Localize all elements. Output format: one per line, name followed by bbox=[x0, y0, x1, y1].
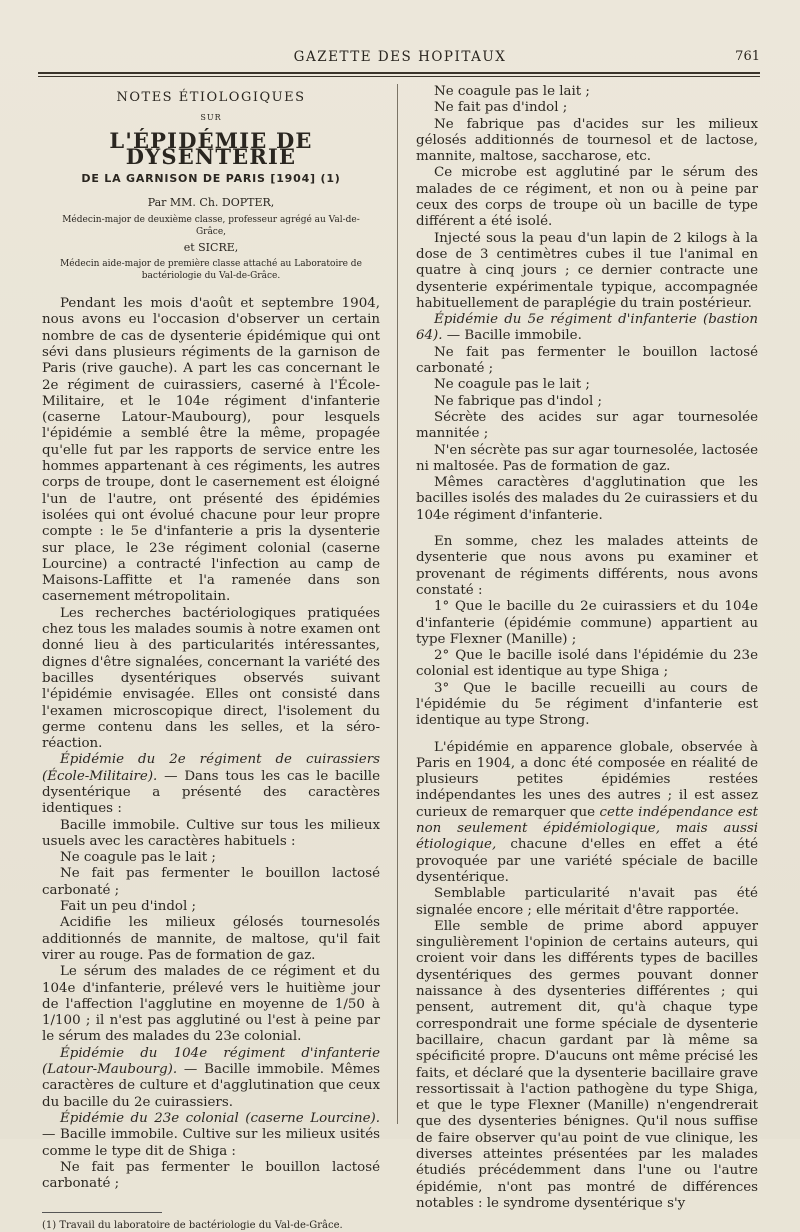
paragraph: Mêmes caractères d'agglutination que les bacilles isolés des malades du 2e cuirassiers et du 104e régiment d'infanterie. bbox=[416, 475, 758, 523]
article-sur: SUR bbox=[200, 113, 222, 123]
paragraph: Semblable particularité n'avait pas été signalée encore ; elle méritait d'être rapportée. bbox=[416, 886, 758, 918]
section-paragraph bbox=[42, 1111, 380, 1160]
paragraph: Ne fabrique pas d'acides sur les milieux gélosés additionnés de tournesol et de lactose, mannite, maltose, saccharose, etc. bbox=[416, 116, 758, 165]
paragraph: Ne coagule pas le lait ; bbox=[60, 850, 216, 866]
paragraph: Ne fait pas fermenter le bouillon lactosé carbonaté ; bbox=[416, 344, 758, 377]
right-column bbox=[416, 84, 758, 1212]
page-number: 761 bbox=[735, 49, 760, 64]
article-title: L'ÉPIDÉMIE DE DYSENTERIE bbox=[109, 127, 313, 169]
running-head bbox=[40, 47, 760, 69]
section-title: Épidémie du 104e régiment d'infanterie (Latour-Maubourg). bbox=[42, 1045, 380, 1078]
paragraph: Acidifie les milieux gélosés tournesolés additionnés de mannite, de maltose, qu'il fait virer au rouge. Pas de formation de gaz. bbox=[42, 915, 380, 963]
paragraph: En somme, chez les malades atteints de dysenterie que nous avons pu examiner et provenant de régiments différents, nous avons constaté : bbox=[416, 534, 758, 598]
section-text: — Bacille immobile. bbox=[442, 328, 582, 344]
paragraph: Injecté sous la peau d'un lapin de 2 kilogs à la dose de 3 centimètres cubes il tue l'animal en quatre à cinq jours ; ce dernier contracte une dysenterie expérimentale typique, accompagnée habituellement de paraplégie du train postérieur. bbox=[416, 230, 758, 311]
paragraph: 3° Que le bacille recueilli au cours de l'épidémie du 5e régiment d'infanterie est identique au type Strong. bbox=[416, 680, 758, 729]
section-text: — Dans tous les cas le bacille dysentérique a présenté des caractères identiques : bbox=[42, 768, 380, 817]
section-text: — Bacille immobile. Cultive sur les milieux usités comme le type dit de Shiga : bbox=[42, 1127, 380, 1159]
paragraph: Ne fait pas fermenter le bouillon lactosé carbonaté ; bbox=[42, 1159, 380, 1192]
paragraph: Elle semble de prime abord appuyer singulièrement l'opinion de certains auteurs, qui croient voir dans les différents types de bacilles dysentériques des germes pouvant donner naissance à des dysenteries différentes ; qui pensent, autrement dit, qu'à chaque type correspondrait une forme spéciale de dysenterie bacillaire, chacun gardant par là même sa spécificité propre. D'aucuns ont même précisé les faits, et déclaré que la dysenterie bacillaire grave ressortissait à l'action pathogène du type Shiga, et que le type Flexner (Manille) n'engendrerait que des dysenteries bénignes. Qu'il nous suffise de faire observer qu'au point de vue clinique, les diverses atteintes présentées par les malades étudiés précédemment dans l'une ou l'autre épidémie, n'ont pas montré de différences notables : le syndrome dysentérique s'y bbox=[416, 918, 758, 1211]
text-run: chacune d'elles en effet a été provoquée par une variété spéciale de bacille dysentérique. bbox=[416, 837, 758, 885]
paragraph bbox=[416, 740, 758, 887]
header-rule bbox=[38, 72, 760, 77]
paragraph: Bacille immobile. Cultive sur tous les milieux usuels avec les caractères habituels : bbox=[42, 817, 380, 849]
paragraph: Fait un peu d'indol ; bbox=[60, 899, 197, 915]
paragraph: 2° Que le bacille isolé dans l'épidémie du 23e colonial est identique au type Shiga ; bbox=[416, 648, 758, 680]
paragraph: Les recherches bactériologiques pratiquées chez tous les malades soumis à notre examen ont donné lieu à des particularités intéressantes, dignes d'être signalées, concernant la variété des bacilles dysentériques observés suivant l'épidémie envisagée. Elles ont consisté dans l'examen microscopique direct, l'isolement du germe contenu dans les selles, et la séro-réaction. bbox=[42, 605, 380, 752]
paragraph: Pendant les mois d'août et septembre 1904, nous avons eu l'occasion d'observer un certain nombre de cas de dysenterie épidémique qui ont sévi dans plusieurs régiments de la garnison de Paris (rive gauche). A part les cas concernant le 2e régiment de cuirassiers, caserné à l'École-Militaire, et le 104e régiment d'infanterie (caserne Latour-Maubourg), pour lesquels l'épidémie a semblé être la même, propagée qu'elle fut par les rapports de service entre les hommes appartenant à ces régiments, les autres corps de troupe, dont le casernement est éloigné l'un de l'autre, ont présenté des épidémies isolées qui ont évolué chacune pour leur propre compte : le 5e d'infanterie a pris la dysenterie sur place, le 23e régiment colonial (caserne Lourcine) a contracté l'infection au camp de Maisons-Laffitte et l'a ramenée dans son casernement métropolitain. bbox=[42, 296, 380, 605]
section-title: Épidémie du 5e régiment d'infanterie (bastion 64). bbox=[416, 312, 758, 344]
author-2: et SICRE, bbox=[183, 240, 239, 254]
section-title: Épidémie du 2e régiment de cuirassiers (École-Militaire). bbox=[42, 752, 380, 784]
paragraph: Sécrète des acides sur agar tournesolée mannitée ; bbox=[416, 409, 758, 442]
paragraph: N'en sécrète pas sur agar tournesolée, lactosée ni maltosée. Pas de formation de gaz. bbox=[416, 442, 758, 474]
left-column bbox=[42, 84, 380, 1232]
paragraph: Ne fabrique pas d'indol ; bbox=[434, 393, 602, 409]
section-paragraph bbox=[42, 752, 380, 817]
author-1: Par MM. Ch. DOPTER, bbox=[147, 196, 275, 210]
paragraph: 1° Que le bacille du 2e cuirassiers et du 104e d'infanterie (épidémie commune) appartient au type Flexner (Manille) ; bbox=[416, 599, 758, 647]
paragraph: Ne coagule pas le lait ; bbox=[434, 84, 590, 99]
footnote: (1) Travail du laboratoire de bactériologie du Val-de-Grâce. bbox=[42, 1220, 343, 1232]
column-divider bbox=[397, 84, 398, 1124]
paragraph: Le sérum des malades de ce régiment et du 104e d'infanterie, prélevé vers le huitième jour de l'affection l'agglutine en moyenne de 1/50 à 1/100 ; il n'est pas agglutiné ou l'est à peine par le sérum des malades du 23e colonial. bbox=[42, 964, 380, 1045]
emphasis-run: cette indépendance est non seulement épidémiologique, mais aussi étiologique, bbox=[416, 804, 759, 853]
section-title: Épidémie du 23e colonial (caserne Lourcine). bbox=[60, 1110, 380, 1126]
paragraph: Ce microbe est agglutiné par le sérum des malades de ce régiment, et non ou à peine par ceux des corps de troupe où un bacille de type différent a été isolé. bbox=[416, 165, 758, 230]
text-run: L'épidémie en apparence globale, observée à Paris en 1904, a donc été composée en réalité de plusieurs petites épidémies restées indépendantes les unes des autres ; il est assez curieux de remarquer que bbox=[416, 739, 758, 820]
article-kicker: NOTES ÉTIOLOGIQUES bbox=[116, 90, 306, 105]
footnote-rule bbox=[42, 1212, 162, 1213]
article-subtitle: DE LA GARNISON DE PARIS [1904] (1) bbox=[81, 172, 341, 186]
journal-title: GAZETTE DES HOPITAUX bbox=[293, 49, 507, 65]
section-paragraph bbox=[416, 312, 758, 345]
section-text: — Bacille immobile. Mêmes caractères de culture et d'agglutination que ceux du bacille du 2e cuirassiers. bbox=[42, 1062, 380, 1110]
paragraph: Ne fait pas fermenter le bouillon lactosé carbonaté ; bbox=[42, 866, 380, 898]
affiliation-2: Médecin aide-major de première classe attaché au Laboratoire de bactériologie du Val-de-Grâce. bbox=[60, 259, 362, 282]
paragraph: Ne coagule pas le lait ; bbox=[434, 377, 590, 393]
affiliation-1: Médecin-major de deuxième classe, professeur agrégé au Val-de-Grâce, bbox=[62, 214, 360, 237]
section-paragraph bbox=[42, 1046, 380, 1111]
paragraph: Ne fait pas d'indol ; bbox=[434, 100, 568, 116]
